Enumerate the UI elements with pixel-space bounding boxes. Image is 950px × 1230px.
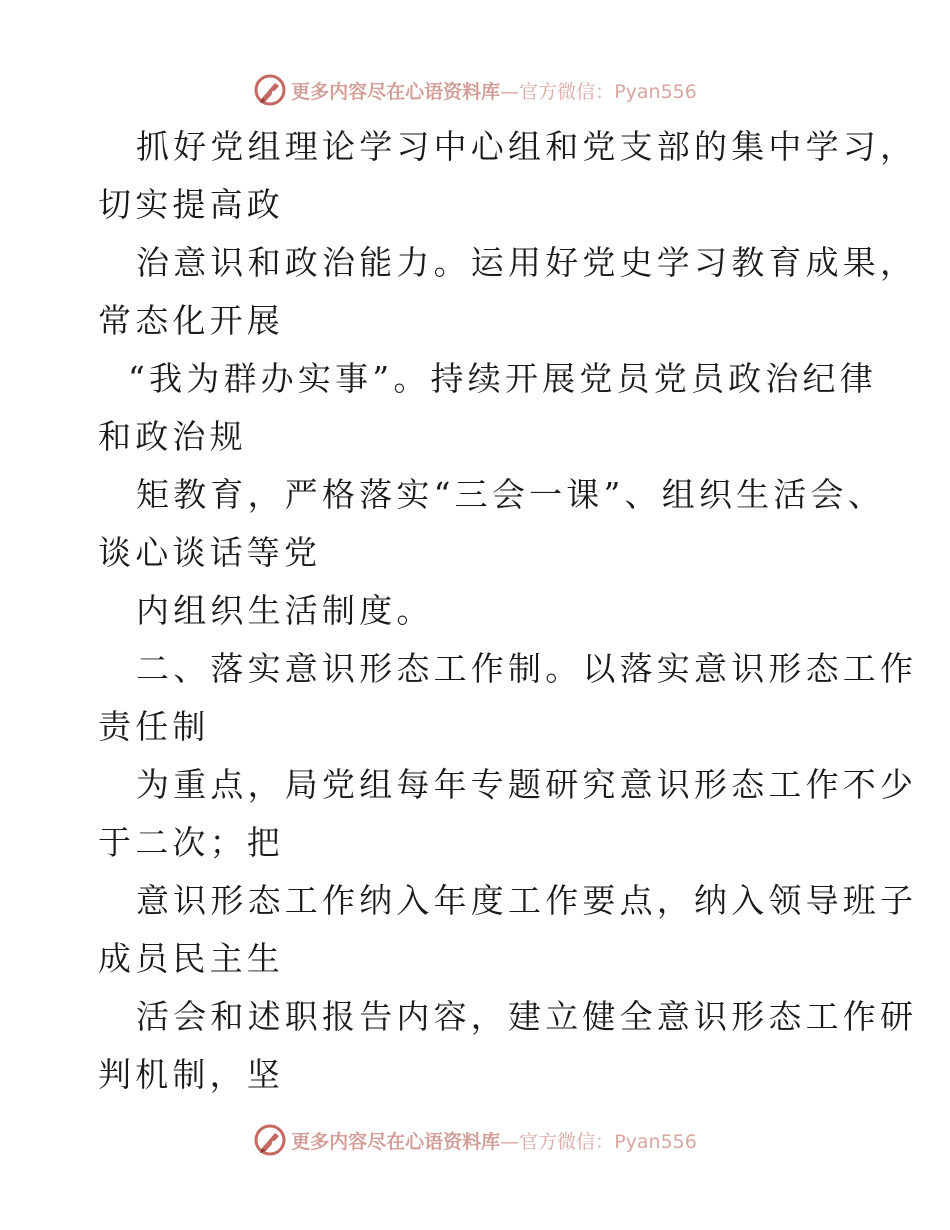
header-banner-text [291,77,697,104]
text-line: 二、落实意识形态工作制。以落实意识形态工作 [136,649,918,688]
banner-dash: — [500,1130,520,1153]
text-line: “我为群办实事”。持续开展党员党员政治纪律 [128,359,877,398]
pen-logo-icon [253,73,287,107]
banner-wechat-id: Pyan556 [614,80,697,103]
banner-wechat-label: 官方微信： [519,1130,615,1153]
text-line: 和政治规 [98,417,247,456]
banner-wechat-label: 官方微信： [519,80,615,103]
text-line: 责任制 [98,707,210,746]
text-line: 意识形态工作纳入年度工作要点，纳入领导班子 [136,881,918,920]
text-line: 谈心谈话等党 [98,533,322,572]
text-line: 成员民主生 [98,939,284,978]
banner-site-name: 更多内容尽在心语资料库 [291,1130,501,1153]
pen-logo-icon [253,1123,287,1157]
document-body [98,118,918,1104]
text-line: 切实提高政 [98,185,284,224]
text-line: 活会和述职报告内容，建立健全意识形态工作研 [136,997,918,1036]
text-line: 治意识和政治能力。运用好党史学习教育成果， [136,243,918,282]
banner-wechat-id: Pyan556 [614,1130,697,1153]
footer-banner [0,1120,950,1160]
text-line: 抓好党组理论学习中心组和党支部的集中学习， [136,127,918,166]
text-line: 常态化开展 [98,301,284,340]
footer-banner-text [291,1127,697,1154]
header-banner [0,70,950,110]
text-line: 于二次；把 [98,823,284,862]
text-line: 内组织生活制度。 [136,591,434,630]
banner-dash: — [500,80,520,103]
text-line: 判机制，坚 [98,1055,284,1094]
banner-site-name: 更多内容尽在心语资料库 [291,80,501,103]
text-line: 为重点，局党组每年专题研究意识形态工作不少 [136,765,918,804]
text-line: 矩教育，严格落实“三会一课”、组织生活会、 [136,475,885,514]
